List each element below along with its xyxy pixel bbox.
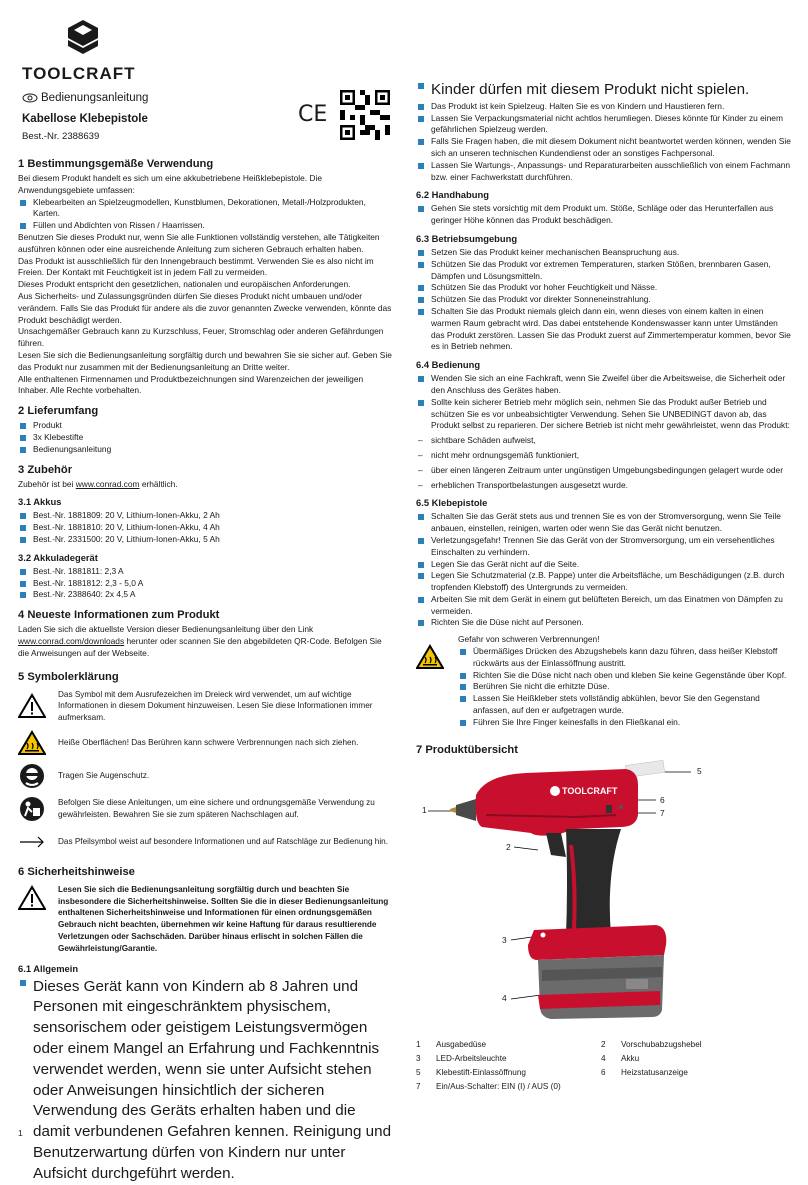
list-item: Wenden Sie sich an eine Fachkraft, wenn Sie Zweifel über die Arbeitsweise, die Sicherheit oder den Anschluss des Gerätes haben. xyxy=(416,373,792,397)
symbol-text: Befolgen Sie diese Anleitungen, um eine sichere und ordnungsgemäße Verwendung zu gewährleisten. Bewahren Sie sie zum späteren Nachschlagen auf. xyxy=(58,798,375,819)
symbol-row xyxy=(18,729,393,757)
burn-heading: Gefahr von schweren Verbrennungen! xyxy=(458,634,600,645)
legend-number: 1 xyxy=(416,1040,421,1049)
s3-intro xyxy=(18,479,393,491)
s6-heading: 6 Sicherheitshinweise xyxy=(18,865,135,878)
legend-number: 7 xyxy=(416,1082,421,1091)
s3-heading: 3 Zubehör xyxy=(18,463,73,476)
s1-para: Dieses Produkt entspricht den gesetzlichen, nationalen und europäischen Anforderungen. xyxy=(18,279,351,290)
s65-heading: 6.5 Klebepistole xyxy=(416,497,488,509)
list-item: Legen Sie Schutzmaterial (z.B. Pappe) unter die Arbeitsfläche, um Beschädigungen (z.B. durch tropfenden Klebstoff) des Untergrunds zu vermeiden. xyxy=(416,570,792,594)
s2-heading: 2 Lieferumfang xyxy=(18,405,99,418)
s1-heading: 1 Bestimmungsgemäße Verwendung xyxy=(18,158,214,170)
s1-para: Alle enthaltenen Firmennamen und Produktbezeichnungen sind Warenzeichen der jeweiligen Inhaber. Alle Rechte vorbehalten. xyxy=(18,373,364,396)
list-item: – erheblichen Transportbelastungen ausgesetzt wurde. xyxy=(416,480,792,492)
list-item: Best.-Nr. 1881811: 2,3 A xyxy=(18,566,393,578)
legend-label: Ein/Aus-Schalter: EIN (I) / AUS (0) xyxy=(436,1082,561,1091)
s63-heading: 6.3 Betriebsumgebung xyxy=(416,232,518,244)
legend-label: LED-Arbeitsleuchte xyxy=(436,1054,507,1063)
callout-3: 3 xyxy=(502,935,507,945)
s1-intro: Bei diesem Produkt handelt es sich um eine akkubetriebene Heißklebepistole. Die Anwendungsgebiete umfassen: xyxy=(18,173,322,195)
list-item: Best.-Nr. 2388640: 2x 4,5 A xyxy=(18,589,393,601)
brand-logo xyxy=(18,16,148,86)
callout-6: 6 xyxy=(660,795,665,805)
left-content xyxy=(18,150,393,1185)
s1-para: Benutzen Sie dieses Produkt nur, wenn Sie alle Funktionen vollständig verstehen, alle Tätigkeiten ausführen können oder eine ausreichende Anleitung zum sicheren Gebrauch erhalten haben. xyxy=(18,231,380,254)
callout-2: 2 xyxy=(506,842,511,852)
legend-label: Heizstatusanzeige xyxy=(621,1068,688,1077)
s4-pre: Laden Sie sich die aktuellste Version dieser Bedienungsanleitung über den Link xyxy=(18,624,314,635)
legend-label: Ausgabedüse xyxy=(436,1040,487,1049)
big-list xyxy=(18,977,393,1185)
s31-heading: 3.1 Akkus xyxy=(18,496,62,508)
legend-label: Klebestift-Einlassöffnung xyxy=(436,1068,526,1077)
s1-para: Lesen Sie sich die Bedienungsanleitung sorgfältig durch und bewahren Sie sie sicher auf. Geben Sie das Produkt nur zusammen mit der Bedienungsanleitung an Dritte weiter. xyxy=(18,349,392,372)
list-item: Produkt xyxy=(18,420,393,432)
qr-code-icon[interactable] xyxy=(340,90,390,140)
page-number: 1 xyxy=(18,1128,23,1138)
s1-list xyxy=(18,197,393,232)
list-item: Füllen und Abdichten von Rissen / Haarrissen. xyxy=(18,220,393,232)
symbol-text: Das Symbol mit dem Ausrufezeichen im Dreieck wird verwendet, um auf wichtige Informationen in diesem Dokument hinzuweisen. Lesen Sie diese Informationen immer aufmerksam. xyxy=(58,689,373,723)
callout-1: 1 xyxy=(422,805,427,815)
downloads-link[interactable]: www.conrad.com/downloads xyxy=(18,635,125,646)
list-item: Arbeiten Sie mit dem Gerät in einem gut belüfteten Bereich, um das Einatmen von Dämpfen zu vermeiden. xyxy=(416,594,792,618)
list-item: Schützen Sie das Produkt vor hoher Feuchtigkeit und Nässe. xyxy=(416,282,792,294)
s32-heading: 3.2 Akkuladegerät xyxy=(18,551,98,563)
list-item: Schalten Sie das Gerät stets aus und trennen Sie es von der Stromversorgung, wenn Sie Teile anbauen, einstellen, reinigen, warten oder wenn Sie das Gerät nicht benutzen. xyxy=(416,511,792,535)
list-item: – nicht mehr ordnungsgemäß funktioniert, xyxy=(416,450,792,462)
s62-heading: 6.2 Handhabung xyxy=(416,189,489,201)
list-item: – sichtbare Schäden aufweist, xyxy=(416,435,792,447)
s5-heading: 5 Symbolerklärung xyxy=(18,670,119,683)
list-item: Berühren Sie nicht die erhitzte Düse. xyxy=(458,681,792,693)
s62-list xyxy=(416,203,792,227)
glue-gun-illustration xyxy=(416,755,716,1025)
list-item: Legen Sie das Gerät nicht auf die Seite. xyxy=(416,559,792,571)
read-manual-icon xyxy=(19,796,45,822)
burn-warning xyxy=(416,634,792,728)
s64-heading: 6.4 Bedienung xyxy=(416,359,481,371)
s65-list xyxy=(416,511,792,629)
list-item: Richten Sie die Düse nicht auf Personen. xyxy=(416,617,792,629)
arrow-icon xyxy=(19,836,45,848)
product-title: Kabellose Klebepistole xyxy=(22,113,148,125)
brand-name: TOOLCRAFT xyxy=(22,64,136,83)
legend-number: 5 xyxy=(416,1068,421,1077)
toolcraft-logo-icon xyxy=(18,16,148,66)
s7-heading: 7 Produktübersicht xyxy=(416,743,518,756)
callout-5: 5 xyxy=(697,766,702,776)
order-number: Best.-Nr. 2388639 xyxy=(22,131,100,142)
list-item: Schützen Sie das Produkt vor direkter Sonneneinstrahlung. xyxy=(416,294,792,306)
s2-list xyxy=(18,420,393,455)
symbol-row xyxy=(18,828,393,856)
doc-type: Bedienungsanleitung xyxy=(41,92,149,104)
s64-dash-list xyxy=(416,435,792,491)
warning-exclamation-icon xyxy=(18,885,46,911)
list-item: Dieses Gerät kann von Kindern ab 8 Jahren und Personen mit eingeschränktem physischem, sensorischem oder geistigem Leistungsvermögen oder einem Mangel an Erfahrung und Fachkenntnis verwendet werden, wenn sie unter Aufsicht stehen oder Anweisungen hinsichtlich der sicheren Verwendung des Geräts erhalten haben und die damit verbundenen Gefahren kennen. Reinigung und Benutzerwartung dürfen von Kindern nur unter Aufsicht durchgeführt werden. xyxy=(18,977,393,1185)
list-item: Sollte kein sicherer Betrieb mehr möglich sein, nehmen Sie das Produkt außer Betrieb und schützen Sie es vor unbeabsichtigter Verwendung. Sehen Sie UNBEDINGT davon ab, das Produkt selbst zu reparieren. Der sichere Betrieb ist nicht mehr gewährleistet, wenn das Produkt: xyxy=(416,397,792,432)
legend-number: 3 xyxy=(416,1054,421,1063)
warning-exclamation-icon xyxy=(18,693,46,719)
list-item: Lassen Sie Verpackungsmaterial nicht achtlos herumliegen. Dieses könnte für Kinder zu einem gefährlichen Spielzeug werden. xyxy=(416,113,792,137)
list-item: Klebearbeiten an Spielzeugmodellen, Kunstblumen, Dekorationen, Metall-/Holzprodukten, Karten. xyxy=(18,197,393,221)
symbol-row xyxy=(18,762,393,790)
legend-number: 2 xyxy=(601,1040,606,1049)
list-item: Gehen Sie stets vorsichtig mit dem Produkt um. Stöße, Schläge oder das Herunterfallen aus geringer Höhe können das Produkt beschädigen. xyxy=(416,203,792,227)
legend-number: 4 xyxy=(601,1054,606,1063)
callout-4: 4 xyxy=(502,993,507,1003)
general-list xyxy=(416,101,792,184)
list-item: Best.-Nr. 2331500: 20 V, Lithium-Ionen-Akku, 5 Ah xyxy=(18,534,393,546)
legend-label: Vorschubabzugshebel xyxy=(621,1040,702,1049)
symbol-text: Das Pfeilsymbol weist auf besondere Informationen und auf Ratschläge zur Bedienung hin. xyxy=(58,836,388,846)
conrad-link[interactable]: www.conrad.com xyxy=(75,478,140,489)
callout-7: 7 xyxy=(660,808,665,818)
eye-icon xyxy=(22,93,38,103)
list-item: Best.-Nr. 1881812: 2,3 - 5,0 A xyxy=(18,578,393,590)
s1-para: Unsachgemäßer Gebrauch kann zu Kurzschluss, Feuer, Stromschlag oder anderen Gefährdungen führen. xyxy=(18,326,384,349)
s64-list xyxy=(416,373,792,432)
s3-intro-post: erhältlich. xyxy=(139,478,178,489)
s4-text xyxy=(18,624,393,659)
s63-list xyxy=(416,247,792,353)
hot-surface-icon xyxy=(416,644,444,670)
list-item: Schützen Sie das Produkt vor extremen Temperaturen, starken Stößen, brennbaren Gasen, Dämpfen und Lösungsmitteln. xyxy=(416,259,792,283)
product-legend xyxy=(416,1040,751,1091)
s4-post: herunter oder scannen Sie den abgebildeten QR-Code. Befolgen Sie die Anweisungen auf der Webseite. xyxy=(18,635,382,658)
list-item: – über einen längeren Zeitraum unter ungünstigen Umgebungsbedingungen gelagert wurde oder xyxy=(416,465,792,477)
akku-list xyxy=(18,510,393,545)
ce-mark: CE xyxy=(298,102,328,127)
hot-surface-icon xyxy=(18,730,46,756)
s1-para: Aus Sicherheits- und Zulassungsgründen dürfen Sie dieses Produkt nicht umbauen und/oder verändern. Falls Sie das Produkt für andere als die zuvor genannten Zwecke verwenden, könnte das Produkt beschädigt werden. xyxy=(18,290,392,325)
safety-warning xyxy=(18,884,393,955)
list-item: Best.-Nr. 1881809: 20 V, Lithium-Ionen-Akku, 2 Ah xyxy=(18,510,393,522)
list-item: Best.-Nr. 1881810: 20 V, Lithium-Ionen-Akku, 4 Ah xyxy=(18,522,393,534)
charger-list xyxy=(18,566,393,601)
list-item: Richten Sie die Düse nicht nach oben und kleben Sie keine Gegenstände über Kopf. xyxy=(458,670,792,682)
s4-heading: 4 Neueste Informationen zum Produkt xyxy=(18,609,220,622)
safety-warning-text: Lesen Sie sich die Bedienungsanleitung sorgfältig durch und beachten Sie insbesondere die Sicherheitshinweise. Sollten Sie die in dieser Bedienungsanleitung enthaltenen Sicherheitshinweise und Informationen für einen ordnungsgemäßen Gebrauch nicht beachten, übernehmen wir keine Haftung für daraus resultierende Verletzungen oder Sachschäden. Darüber hinaus erlischt in solchen Fällen die Gewährleistung/Garantie. xyxy=(58,884,389,953)
symbol-text: Heiße Oberflächen! Das Berühren kann schwere Verbrennungen nach sich ziehen. xyxy=(58,737,359,747)
list-item: Setzen Sie das Produkt keiner mechanischen Beanspruchung aus. xyxy=(416,247,792,259)
list-item: Schalten Sie das Produkt niemals gleich dann ein, wenn dieses von einem kalten in einen warmen Raum gebracht wird. Das dabei entstehende Kondenswasser kann unter Umständen das Produkt zerstören. Lassen Sie das Produkt zuerst auf Zimmertemperatur kommen, bevor Sie es in Betrieb nehmen. xyxy=(416,306,792,353)
symbol-row xyxy=(18,795,393,823)
list-item: Lassen Sie Wartungs-, Anpassungs- und Reparaturarbeiten ausschließlich von einem Fachmann bzw. einer Fachwerkstatt durchführen. xyxy=(416,160,792,184)
burn-list xyxy=(458,646,792,729)
gun-brand-label: TOOLCRAFT xyxy=(562,786,618,796)
s3-intro-pre: Zubehör ist bei xyxy=(18,478,76,489)
symbol-text: Tragen Sie Augenschutz. xyxy=(58,770,150,780)
legend-label: Akku xyxy=(621,1054,640,1063)
s1-para: Das Produkt ist ausschließlich für den Innengebrauch bestimmt. Verwenden Sie es also nicht im Freien. Der Kontakt mit Feuchtigkeit ist in jedem Fall zu vermeiden. xyxy=(18,255,374,278)
list-item: Bedienungsanleitung xyxy=(18,444,393,456)
legend-number: 6 xyxy=(601,1068,606,1077)
big-list-2 xyxy=(416,80,792,101)
list-item: Das Produkt ist kein Spielzeug. Halten Sie es von Kindern und Haustieren fern. xyxy=(416,101,792,113)
eye-protection-icon xyxy=(19,763,45,789)
list-item: 3x Klebestifte xyxy=(18,432,393,444)
list-item: Lassen Sie Heißkleber stets vollständig abkühlen, bevor Sie den Gegenstand anfassen, auf den er aufgetragen wurde. xyxy=(458,693,792,717)
doc-type-row xyxy=(22,92,148,104)
symbol-row xyxy=(18,689,393,724)
list-item: Führen Sie Ihre Finger keinesfalls in den Fließkanal ein. xyxy=(458,717,792,729)
list-item: Verletzungsgefahr! Trennen Sie das Gerät von der Stromversorgung, um ein versehentliches Einschalten zu verhindern. xyxy=(416,535,792,559)
list-item: Übermäßiges Drücken des Abzugshebels kann dazu führen, dass heißer Klebstoff rückwärts aus der Einlassöffnung austritt. xyxy=(458,646,792,670)
s61-heading: 6.1 Allgemein xyxy=(18,962,79,974)
list-item: Falls Sie Fragen haben, die mit diesem Dokument nicht beantwortet werden können, wenden Sie sich an unseren technischen Kundendienst oder an sonstiges Fachpersonal. xyxy=(416,136,792,160)
list-item: Kinder dürfen mit diesem Produkt nicht spielen. xyxy=(416,80,792,101)
right-content-main xyxy=(416,80,792,759)
